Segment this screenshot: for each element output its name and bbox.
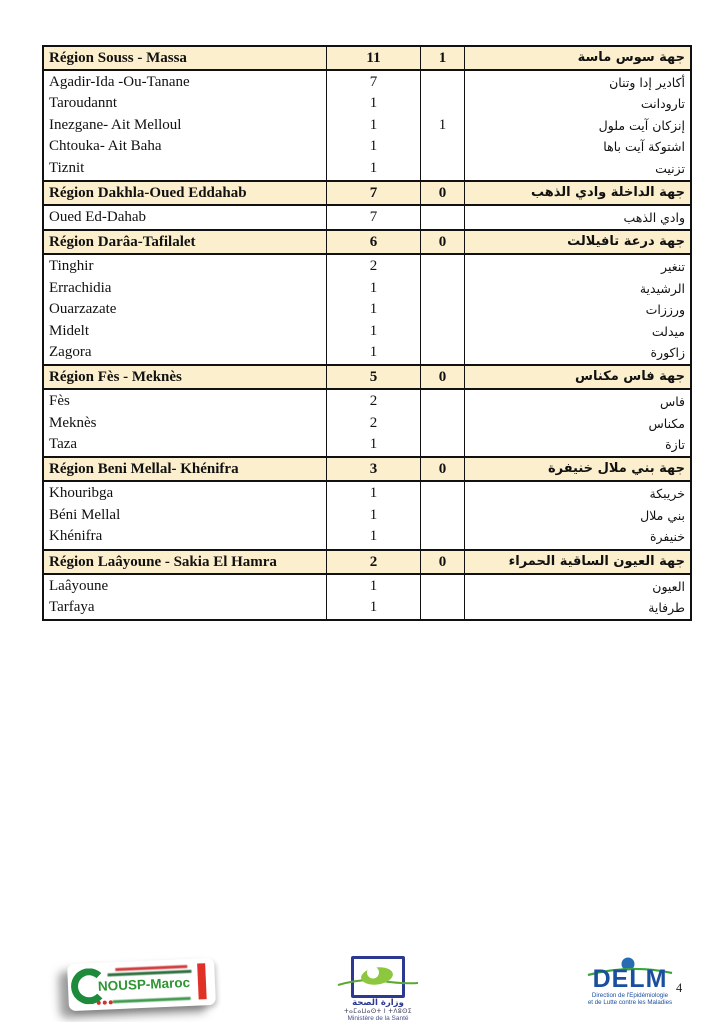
province-name-ar: خريبكة xyxy=(649,486,685,502)
region-header-row xyxy=(44,229,690,255)
region-header-row xyxy=(44,364,690,390)
province-count: 7 xyxy=(369,208,378,225)
province-count: 1 xyxy=(369,322,378,339)
region-second-count: 0 xyxy=(420,231,464,253)
province-names-column xyxy=(44,71,326,180)
region-case-count: 2 xyxy=(326,551,420,573)
region-body-row xyxy=(44,255,690,364)
province-counts-column xyxy=(326,390,420,456)
province-name-fr: Inezgane- Ait Melloul xyxy=(49,116,182,133)
province-name-fr: Midelt xyxy=(49,322,89,339)
province-counts-column xyxy=(326,206,420,229)
delm-logo xyxy=(584,958,676,1006)
province-name-ar: مكناس xyxy=(648,415,685,431)
region-body-row xyxy=(44,71,690,180)
province-name-ar: وادي الذهب xyxy=(623,209,685,225)
province-names-column xyxy=(44,390,326,456)
province-count: 2 xyxy=(369,414,378,431)
province-names-arabic-column xyxy=(464,482,690,548)
region-second-count-cell xyxy=(420,575,464,620)
province-count: 1 xyxy=(369,301,378,318)
province-names-column xyxy=(44,206,326,229)
province-counts-column xyxy=(326,482,420,548)
province-name-ar: تنغير xyxy=(661,259,685,275)
page-number: 4 xyxy=(676,981,683,995)
region-header-row xyxy=(44,456,690,482)
province-counts-column xyxy=(326,71,420,180)
province-count: 1 xyxy=(369,159,378,176)
province-name-fr: Khénifra xyxy=(49,528,103,545)
region-second-count: 1 xyxy=(420,47,464,69)
province-name-ar: زاكورة xyxy=(650,344,685,360)
province-name-fr: Béni Mellal xyxy=(49,506,121,523)
province-name-fr: Meknès xyxy=(49,414,97,431)
province-name-ar: أكادير إدا وتنان xyxy=(609,75,685,90)
region-name-fr: Région Beni Mellal- Khénifra xyxy=(49,461,239,478)
province-name-fr: Agadir-Ida -Ou-Tanane xyxy=(49,74,190,90)
ministry-crescent-icon xyxy=(336,964,420,998)
province-count: 1 xyxy=(369,279,378,296)
province-name-ar: الرشيدية xyxy=(639,280,685,296)
province-counts-column xyxy=(326,255,420,364)
region-body-row xyxy=(44,206,690,229)
nousp-maroc-logo xyxy=(67,958,216,1011)
province-count: 1 xyxy=(369,138,378,155)
province-name-fr: Laâyoune xyxy=(49,577,109,594)
province-names-arabic-column xyxy=(464,390,690,456)
ministry-name-french: Ministère de la Santé xyxy=(347,1015,409,1022)
region-second-count: 0 xyxy=(420,366,464,388)
region-case-count: 5 xyxy=(326,366,420,388)
province-count: 1 xyxy=(369,116,378,133)
province-name-ar: تازة xyxy=(665,437,685,453)
region-second-count: 0 xyxy=(420,182,464,204)
province-name-ar: اشتوكة آيت باها xyxy=(603,139,685,155)
province-count: 2 xyxy=(369,393,378,410)
province-count: 2 xyxy=(369,258,378,275)
province-count: 1 xyxy=(369,528,378,545)
province-name-ar: فاس xyxy=(659,394,685,410)
province-name-ar: العيون xyxy=(652,578,685,594)
province-name-fr: Taroudannt xyxy=(49,95,118,112)
province-count: 1 xyxy=(369,599,378,616)
region-second-count-cell xyxy=(420,255,464,364)
province-count: 1 xyxy=(369,506,378,523)
region-name-ar: جهة العيون الساقية الحمراء xyxy=(464,551,690,573)
province-names-arabic-column xyxy=(464,206,690,229)
province-names-arabic-column xyxy=(464,255,690,364)
region-header-row xyxy=(44,549,690,575)
region-name-ar: جهة فاس مكناس xyxy=(464,366,690,388)
province-counts-column xyxy=(326,575,420,620)
province-names-column xyxy=(44,255,326,364)
region-case-count: 7 xyxy=(326,182,420,204)
province-count: 1 xyxy=(369,436,378,453)
region-second-count-cell xyxy=(420,482,464,548)
province-count: 1 xyxy=(369,485,378,502)
province-name-ar: إنزكان آيت ملول xyxy=(598,117,685,133)
province-name-fr: Errachidia xyxy=(49,279,112,296)
region-name-fr: Région Darâa-Tafilalet xyxy=(49,234,196,251)
region-name-fr: Région Dakhla-Oued Eddahab xyxy=(49,184,247,201)
region-name-ar: جهة بني ملال خنيفرة xyxy=(464,458,690,480)
region-header-row xyxy=(44,180,690,206)
region-name-fr: Région Souss - Massa xyxy=(49,50,187,66)
region-second-count-cell xyxy=(420,390,464,456)
ministry-name-arabic: وزارة الصحة xyxy=(352,998,404,1008)
delm-subtitle-line2: et de Lutte contre les Maladies xyxy=(587,999,673,1006)
province-name-fr: Khouribga xyxy=(49,485,114,502)
province-name-ar: خنيفرة xyxy=(649,529,685,545)
province-name-fr: Chtouka- Ait Baha xyxy=(49,138,162,155)
province-name-ar: تزنيت xyxy=(655,160,685,176)
region-name-ar: جهة الداخلة وادي الذهب xyxy=(464,182,690,204)
province-names-arabic-column xyxy=(464,71,690,180)
province-count: 7 xyxy=(369,74,378,90)
regions-table xyxy=(42,45,692,621)
province-name-fr: Oued Ed-Dahab xyxy=(49,208,147,225)
province-count: 1 xyxy=(369,343,378,360)
region-name-fr: Région Fès - Meknès xyxy=(49,369,182,386)
delm-subtitle-line1: Direction de l'Epidémiologie xyxy=(591,992,669,999)
province-name-ar: ميدلت xyxy=(651,323,685,339)
province-name-ar: بني ملال xyxy=(640,507,685,523)
delm-logo-title: DELM xyxy=(592,965,668,993)
region-second-count-cell xyxy=(420,206,464,229)
province-names-column xyxy=(44,482,326,548)
region-second-count: 0 xyxy=(420,458,464,480)
region-case-count: 6 xyxy=(326,231,420,253)
province-count: 1 xyxy=(369,95,378,112)
province-name-fr: Zagora xyxy=(49,343,92,360)
province-name-fr: Fès xyxy=(49,393,70,410)
region-case-count: 3 xyxy=(326,458,420,480)
province-name-fr: Tinghir xyxy=(49,258,94,275)
region-second-count-cell xyxy=(420,71,464,180)
nousp-red-bar-icon xyxy=(197,963,207,999)
region-case-count: 11 xyxy=(326,47,420,69)
ministry-name-tifinagh: ⵜⴰⵎⴰⵡⴰⵙⵜ ⵏ ⵜⴷⵓⵙⵉ xyxy=(343,1008,413,1015)
province-names-arabic-column xyxy=(464,575,690,620)
nousp-logo-title: NOUSP-Maroc xyxy=(97,974,191,994)
nousp-dots-icon xyxy=(97,1000,113,1005)
ministry-of-health-logo xyxy=(336,956,420,1022)
province-name-ar: ورززات xyxy=(645,302,685,318)
province-names-column xyxy=(44,575,326,620)
province-name-fr: Tarfaya xyxy=(49,599,95,616)
province-name-fr: Tiznit xyxy=(49,159,85,176)
province-name-fr: Ouarzazate xyxy=(49,301,117,318)
province-name-ar: تارودانت xyxy=(640,96,685,112)
region-name-ar: جهة سوس ماسة xyxy=(464,47,690,69)
region-name-ar: جهة درعة تافيلالت xyxy=(464,231,690,253)
region-body-row xyxy=(44,482,690,548)
province-second-count: 1 xyxy=(438,116,447,133)
province-name-fr: Taza xyxy=(49,436,78,453)
region-body-row xyxy=(44,575,690,620)
region-name-fr: Région Laâyoune - Sakia El Hamra xyxy=(49,553,277,570)
nousp-small-text-bar-bottom xyxy=(113,997,191,1003)
region-body-row xyxy=(44,390,690,456)
province-name-ar: طرفاية xyxy=(648,600,685,616)
region-header-row xyxy=(44,47,690,71)
province-count: 1 xyxy=(369,577,378,594)
region-second-count: 0 xyxy=(420,551,464,573)
